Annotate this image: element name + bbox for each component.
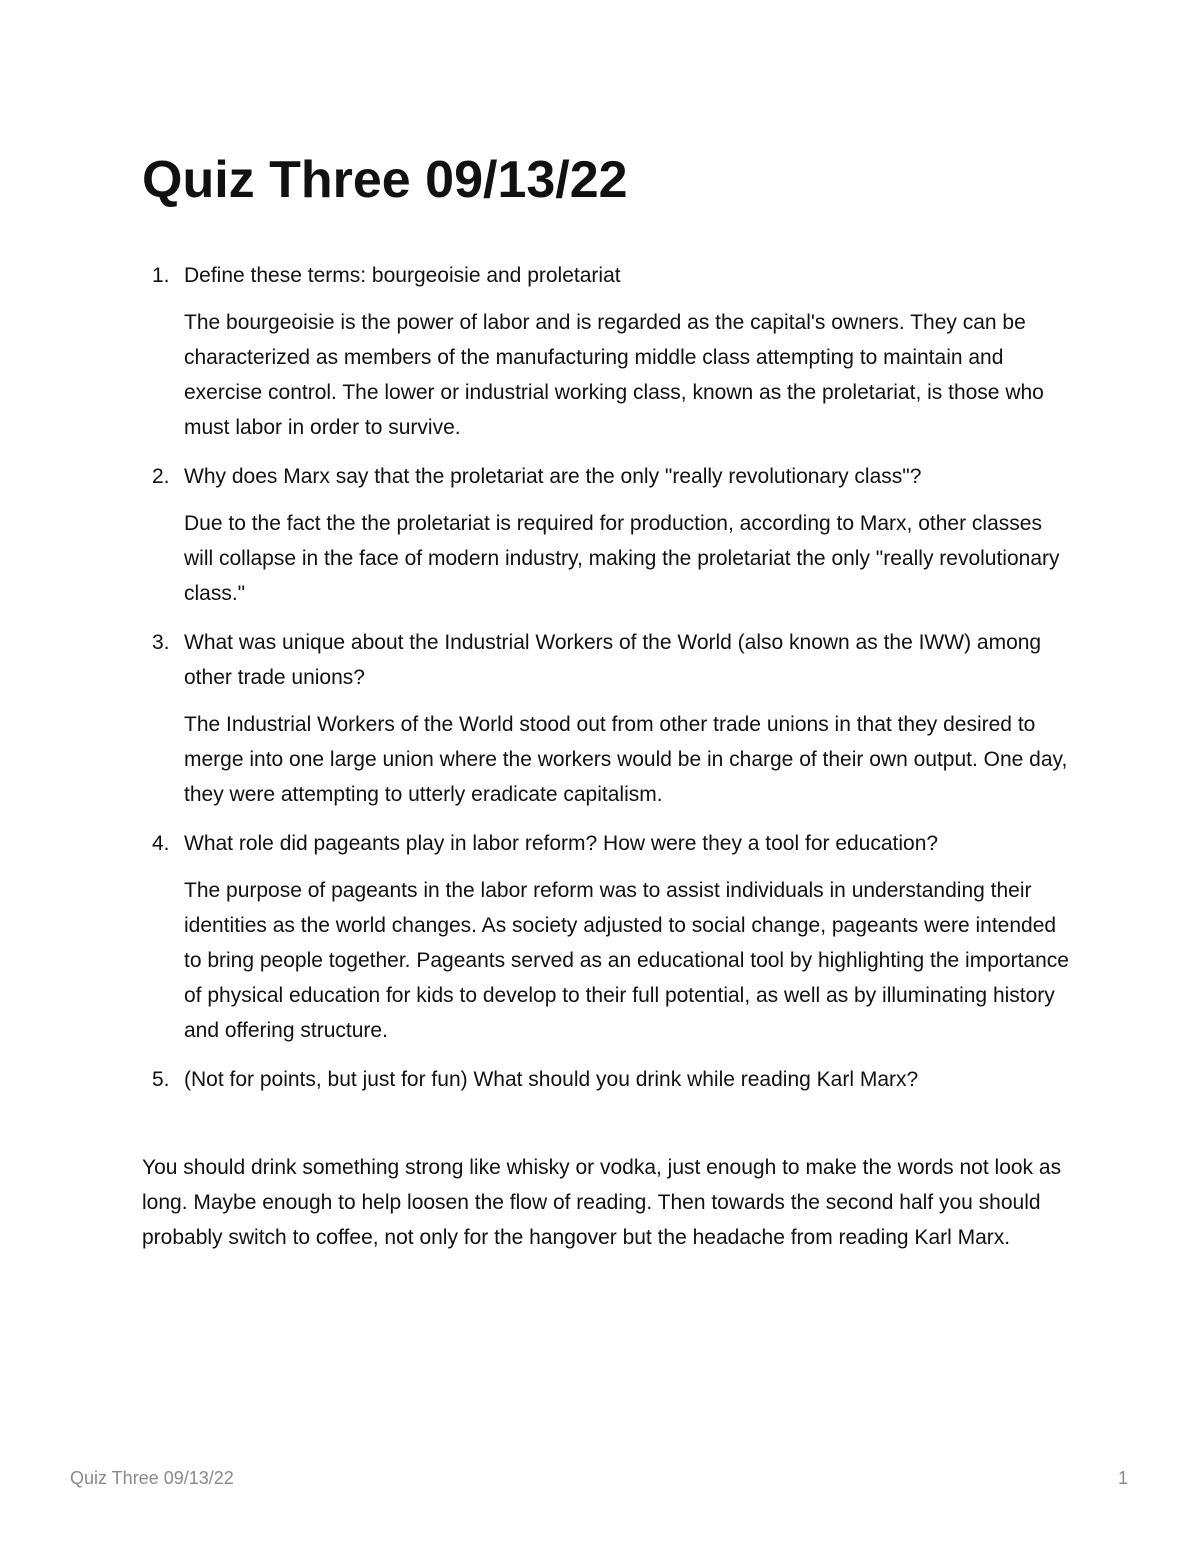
question-number: 1. <box>152 264 170 287</box>
answer-text: The Industrial Workers of the World stood out from other trade unions in that they desired to merge into one large union where the workers would be in charge of their own output. One day, they were attempting to utterly eradicate capitalism. <box>184 713 1068 806</box>
final-answer-text: You should drink something strong like whisky or vodka, just enough to make the words not look as long. Maybe enough to help loosen the flow of reading. Then towards the second half you should probably switch to coffee, not only for the hangover but the headache from reading Karl Marx. <box>142 1156 1062 1249</box>
question-text: (Not for points, but just for fun) What should you drink while reading Karl Marx? <box>184 1068 919 1091</box>
question-number: 3. <box>152 631 170 654</box>
question-number: 4. <box>152 832 170 855</box>
question-text: What role did pageants play in labor reform? How were they a tool for education? <box>184 832 939 855</box>
question-item-1 <box>142 258 1072 445</box>
question-text: Why does Marx say that the proletariat are the only "really revolutionary class"? <box>184 465 922 488</box>
question-number: 5. <box>152 1068 170 1091</box>
question-list <box>142 258 1072 1111</box>
question-item-3 <box>142 625 1072 812</box>
answer-text: The bourgeoisie is the power of labor and is regarded as the capital's owners. They can be characterized as members of the manufacturing middle class attempting to maintain and exercise control. The lower or industrial working class, known as the proletariat, is those who must labor in order to survive. <box>184 311 1044 439</box>
question-item-4 <box>142 826 1072 1048</box>
page-title: Quiz Three 09/13/22 <box>142 151 628 209</box>
page-number: 1 <box>1118 1468 1129 1488</box>
footer-title: Quiz Three 09/13/22 <box>70 1468 234 1488</box>
question-item-2 <box>142 459 1072 611</box>
answer-text: The purpose of pageants in the labor reform was to assist individuals in understanding their identities as the world changes. As society adjusted to social change, pageants were intended to bring people together. Pageants served as an educational tool by highlighting the importance of physical education for kids to develop to their full potential, as well as by illuminating history and offering structure. <box>184 879 1069 1042</box>
question-number: 2. <box>152 465 170 488</box>
answer-text: Due to the fact the the proletariat is required for production, according to Marx, other classes will collapse in the face of modern industry, making the proletariat the only "really revolutionary class." <box>184 512 1060 605</box>
question-item-5 <box>142 1062 1072 1097</box>
question-text: What was unique about the Industrial Workers of the World (also known as the IWW) among other trade unions? <box>184 631 1042 689</box>
question-text: Define these terms: bourgeoisie and proletariat <box>184 264 621 287</box>
